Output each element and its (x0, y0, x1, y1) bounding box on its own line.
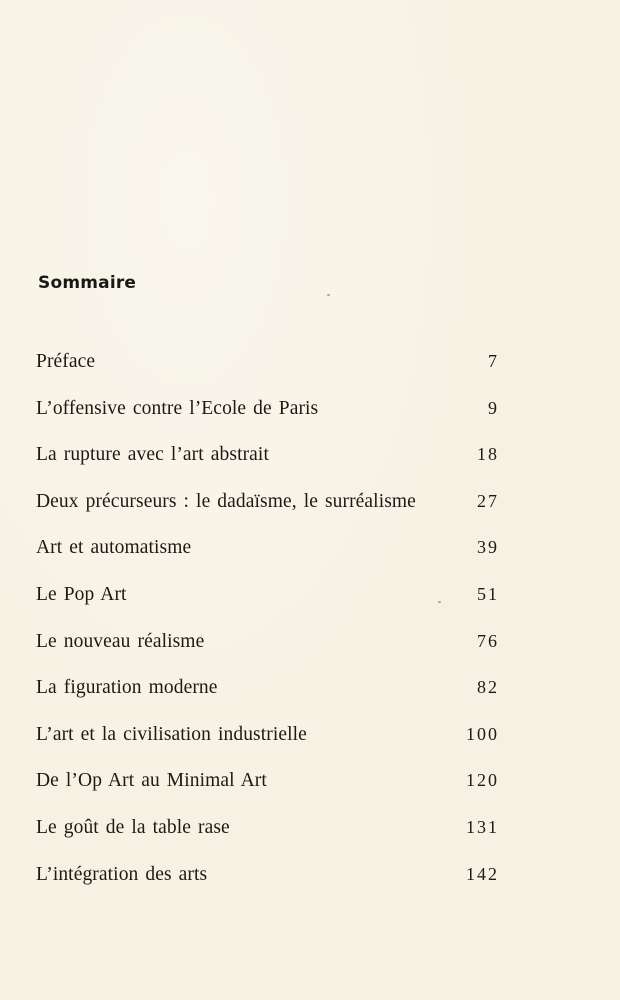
toc-entry-title: L’offensive contre l’Ecole de Paris (36, 397, 319, 419)
toc-entry-page: 39 (477, 537, 499, 558)
toc-entry-page: 131 (466, 816, 499, 837)
toc-entry-page: 76 (477, 630, 499, 651)
table-of-contents (36, 351, 499, 910)
toc-entry-page: 142 (466, 863, 499, 884)
toc-entry (36, 351, 499, 398)
toc-entry (36, 584, 499, 631)
toc-entry-page: 9 (488, 397, 499, 418)
toc-entry-title: Deux précurseurs : le dadaïsme, le surréalisme (36, 490, 416, 512)
toc-entry-page: 18 (477, 444, 499, 465)
toc-entry-page: 51 (477, 583, 499, 604)
toc-entry-page: 100 (466, 723, 499, 744)
toc-entry-page: 7 (488, 351, 499, 371)
toc-entry-title: Le nouveau réalisme (36, 630, 205, 652)
toc-entry (36, 398, 499, 445)
toc-entry (36, 817, 499, 864)
toc-entry-page: 120 (466, 770, 499, 791)
toc-entry (36, 677, 499, 724)
toc-entry (36, 444, 499, 491)
toc-entry-title: Préface (36, 351, 96, 372)
toc-entry-title: De l’Op Art au Minimal Art (36, 770, 267, 792)
toc-entry-page: 27 (477, 490, 499, 511)
toc-entry (36, 770, 499, 817)
toc-entry (36, 491, 499, 538)
toc-entry (36, 631, 499, 678)
toc-entry (36, 537, 499, 584)
toc-entry-title: Art et automatisme (36, 537, 192, 559)
toc-entry (36, 724, 499, 771)
toc-entry-title: Le Pop Art (36, 583, 127, 605)
toc-entry (36, 864, 499, 911)
toc-entry-title: La figuration moderne (36, 677, 218, 699)
toc-entry-title: L’art et la civilisation industrielle (36, 723, 307, 745)
toc-entry-title: Le goût de la table rase (36, 816, 230, 838)
paper-speck (327, 294, 330, 296)
toc-entry-title: L’intégration des arts (36, 863, 208, 885)
toc-entry-title: La rupture avec l’art abstrait (36, 444, 269, 466)
toc-entry-page: 82 (477, 677, 499, 698)
contents-heading: Sommaire (38, 273, 137, 293)
